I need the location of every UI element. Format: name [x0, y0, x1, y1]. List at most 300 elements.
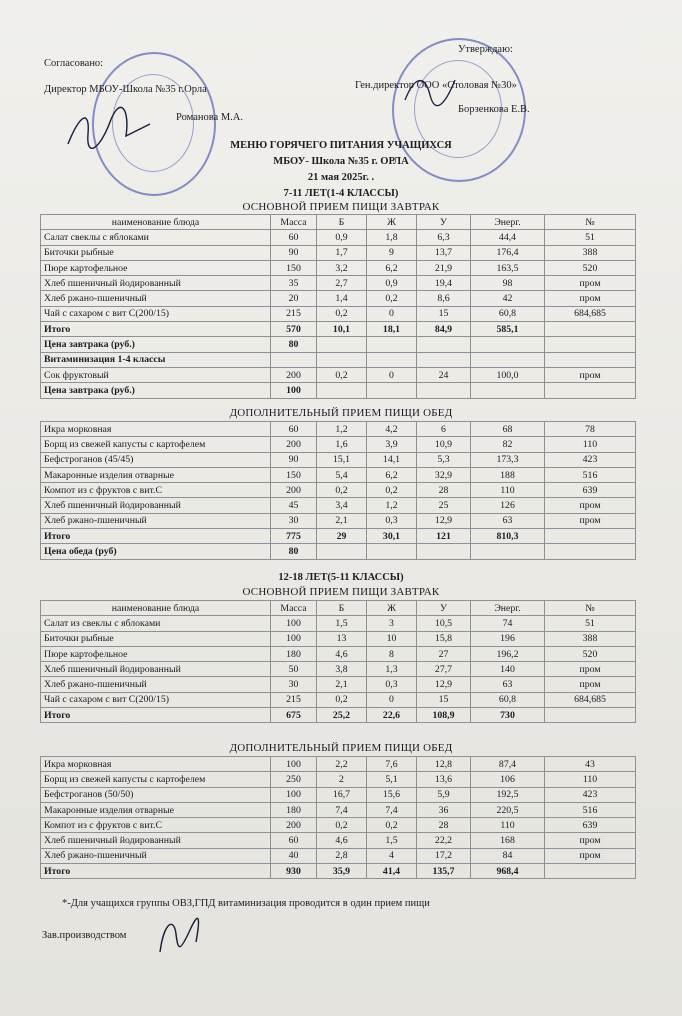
energy-cell: 106 [471, 772, 545, 787]
breakfast-table-senior [40, 600, 636, 723]
protein-cell: 2,2 [317, 757, 367, 772]
protein-cell: 1,4 [317, 291, 367, 306]
dish-name-cell: Хлеб ржано-пшеничный [41, 677, 271, 692]
carbs-cell: 13,6 [417, 772, 471, 787]
protein-cell: 4,6 [317, 833, 367, 848]
protein-cell: 0,2 [317, 692, 367, 707]
energy-cell: 74 [471, 616, 545, 631]
recipe-no-cell [545, 337, 636, 352]
fat-cell: 1,3 [367, 662, 417, 677]
fat-cell [367, 352, 417, 367]
mass-cell: 675 [271, 708, 317, 723]
energy-cell: 188 [471, 467, 545, 482]
energy-cell: 810,3 [471, 529, 545, 544]
dish-name-cell: Хлеб пшеничный йодированный [41, 833, 271, 848]
carbs-cell: 21,9 [417, 260, 471, 275]
table-row [41, 306, 636, 321]
footnote: *-Для учащихся группы ОВЗ,ГПД витаминизация проводится в один прием пищи [62, 898, 430, 909]
energy-cell: 126 [471, 498, 545, 513]
mass-cell: 45 [271, 498, 317, 513]
recipe-no-cell: 639 [545, 818, 636, 833]
table-row [41, 337, 636, 352]
col-energy: Энерг. [471, 215, 545, 230]
energy-cell: 110 [471, 483, 545, 498]
fat-cell: 1,8 [367, 230, 417, 245]
table-row [41, 848, 636, 863]
carbs-cell: 19,4 [417, 276, 471, 291]
breakfast-table-junior [40, 214, 636, 399]
carbs-cell: 135,7 [417, 864, 471, 879]
carbs-cell: 12,9 [417, 513, 471, 528]
energy-cell: 63 [471, 677, 545, 692]
mass-cell: 80 [271, 544, 317, 559]
energy-cell: 100,0 [471, 367, 545, 382]
dish-name-cell: Хлеб ржано-пшеничный [41, 291, 271, 306]
mass-cell: 50 [271, 662, 317, 677]
energy-cell: 68 [471, 422, 545, 437]
energy-cell: 173,3 [471, 452, 545, 467]
protein-cell: 5,4 [317, 467, 367, 482]
fat-cell: 0 [367, 367, 417, 382]
protein-cell: 2 [317, 772, 367, 787]
mass-cell [271, 352, 317, 367]
protein-cell: 0,9 [317, 230, 367, 245]
table-row [41, 757, 636, 772]
recipe-no-cell: 388 [545, 245, 636, 260]
carbs-cell: 27,7 [417, 662, 471, 677]
dish-name-cell: Итого [41, 864, 271, 879]
mass-cell: 250 [271, 772, 317, 787]
protein-cell: 2,7 [317, 276, 367, 291]
protein-cell [317, 544, 367, 559]
fat-cell: 41,4 [367, 864, 417, 879]
mass-cell: 200 [271, 818, 317, 833]
fat-cell: 0,2 [367, 818, 417, 833]
table-row [41, 616, 636, 631]
mass-cell: 150 [271, 467, 317, 482]
recipe-no-cell: 639 [545, 483, 636, 498]
dish-name-cell: Итого [41, 322, 271, 337]
fat-cell: 3,9 [367, 437, 417, 452]
fat-cell: 4 [367, 848, 417, 863]
table-row [41, 662, 636, 677]
mass-cell: 30 [271, 513, 317, 528]
recipe-no-cell: пром [545, 291, 636, 306]
mass-cell: 100 [271, 616, 317, 631]
protein-cell: 0,2 [317, 483, 367, 498]
fat-cell: 7,4 [367, 802, 417, 817]
age-group-1: 7-11 ЛЕТ(1-4 КЛАССЫ) [283, 188, 399, 199]
col-mass: Масса [271, 215, 317, 230]
age-group-2: 12-18 ЛЕТ(5-11 КЛАССЫ) [278, 572, 404, 583]
mass-cell: 570 [271, 322, 317, 337]
fat-cell: 7,6 [367, 757, 417, 772]
energy-cell: 196 [471, 631, 545, 646]
table-row [41, 802, 636, 817]
col-recipe-no: № [545, 601, 636, 616]
fat-cell: 0,2 [367, 483, 417, 498]
fat-cell: 8 [367, 646, 417, 661]
dish-name-cell: Икра морковная [41, 757, 271, 772]
dish-name-cell: Хлеб ржано-пшеничный [41, 848, 271, 863]
recipe-no-cell: 423 [545, 787, 636, 802]
table-row [41, 692, 636, 707]
mass-cell: 60 [271, 230, 317, 245]
dish-name-cell: Чай с сахаром с вит С(200/15) [41, 692, 271, 707]
fat-cell [367, 337, 417, 352]
fat-cell: 4,2 [367, 422, 417, 437]
footer-label: Зав.производством [42, 930, 127, 941]
dish-name-cell: Салат свеклы с яблоками [41, 230, 271, 245]
production-head-signature [150, 912, 210, 962]
dish-name-cell: Пюре картофельное [41, 260, 271, 275]
protein-cell: 2,1 [317, 513, 367, 528]
carbs-cell: 10,5 [417, 616, 471, 631]
fat-cell: 15,6 [367, 787, 417, 802]
dish-name-cell: Витаминизация 1-4 классы [41, 352, 271, 367]
table-row [41, 437, 636, 452]
dish-name-cell: Хлеб пшеничный йодированный [41, 498, 271, 513]
mass-cell: 100 [271, 631, 317, 646]
recipe-no-cell: пром [545, 662, 636, 677]
recipe-no-cell: пром [545, 677, 636, 692]
recipe-no-cell: пром [545, 833, 636, 848]
recipe-no-cell: 684,685 [545, 306, 636, 321]
breakfast-heading-2: ОСНОВНОЙ ПРИЕМ ПИЩИ ЗАВТРАК [242, 586, 440, 598]
recipe-no-cell [545, 352, 636, 367]
energy-cell: 60,8 [471, 692, 545, 707]
carbs-cell: 28 [417, 483, 471, 498]
carbs-cell: 15,8 [417, 631, 471, 646]
protein-cell: 1,7 [317, 245, 367, 260]
table-row [41, 260, 636, 275]
table-row [41, 646, 636, 661]
dish-name-cell: Цена завтрака (руб.) [41, 337, 271, 352]
protein-cell: 4,6 [317, 646, 367, 661]
recipe-no-cell [545, 529, 636, 544]
mass-cell: 100 [271, 787, 317, 802]
lunch-heading-2: ДОПОЛНИТЕЛЬНЫЙ ПРИЕМ ПИЩИ ОБЕД [229, 742, 453, 754]
table-row [41, 422, 636, 437]
protein-cell: 29 [317, 529, 367, 544]
energy-cell: 84 [471, 848, 545, 863]
recipe-no-cell [545, 708, 636, 723]
energy-cell: 63 [471, 513, 545, 528]
protein-cell: 3,8 [317, 662, 367, 677]
fat-cell: 10 [367, 631, 417, 646]
carbs-cell: 27 [417, 646, 471, 661]
protein-cell: 2,1 [317, 677, 367, 692]
protein-cell: 25,2 [317, 708, 367, 723]
mass-cell: 60 [271, 833, 317, 848]
energy-cell [471, 383, 545, 398]
lunch-heading-1: ДОПОЛНИТЕЛЬНЫЙ ПРИЕМ ПИЩИ ОБЕД [229, 407, 453, 419]
carbs-cell [417, 544, 471, 559]
carbs-cell: 6 [417, 422, 471, 437]
energy-cell: 44,4 [471, 230, 545, 245]
dish-name-cell: Биточки рыбные [41, 631, 271, 646]
carbs-cell [417, 383, 471, 398]
mass-cell: 180 [271, 802, 317, 817]
carbs-cell: 24 [417, 367, 471, 382]
recipe-no-cell: 51 [545, 230, 636, 245]
col-carb: У [417, 215, 471, 230]
fat-cell: 0,3 [367, 513, 417, 528]
energy-cell: 163,5 [471, 260, 545, 275]
energy-cell: 196,2 [471, 646, 545, 661]
dish-name-cell: Компот из с фруктов с вит.С [41, 483, 271, 498]
carbs-cell: 15 [417, 306, 471, 321]
recipe-no-cell: 520 [545, 260, 636, 275]
lunch-table-junior [40, 421, 636, 560]
fat-cell: 22,6 [367, 708, 417, 723]
table-row [41, 367, 636, 382]
energy-cell: 730 [471, 708, 545, 723]
protein-cell: 0,2 [317, 306, 367, 321]
carbs-cell: 121 [417, 529, 471, 544]
recipe-no-cell: 43 [545, 757, 636, 772]
recipe-no-cell: 388 [545, 631, 636, 646]
protein-cell: 1,2 [317, 422, 367, 437]
recipe-no-cell: пром [545, 848, 636, 863]
energy-cell: 192,5 [471, 787, 545, 802]
protein-cell: 10,1 [317, 322, 367, 337]
table-row [41, 833, 636, 848]
table-row [41, 677, 636, 692]
energy-cell: 220,5 [471, 802, 545, 817]
recipe-no-cell: 520 [545, 646, 636, 661]
protein-cell: 3,2 [317, 260, 367, 275]
recipe-no-cell: 423 [545, 452, 636, 467]
energy-cell [471, 352, 545, 367]
mass-cell: 90 [271, 452, 317, 467]
mass-cell: 215 [271, 306, 317, 321]
table-row [41, 513, 636, 528]
mass-cell: 60 [271, 422, 317, 437]
carbs-cell: 12,8 [417, 757, 471, 772]
dish-name-cell: Бефстроганов (45/45) [41, 452, 271, 467]
mass-cell: 930 [271, 864, 317, 879]
director-name: Романова М.А. [176, 112, 244, 123]
dish-name-cell: Хлеб пшеничный йодированный [41, 276, 271, 291]
table-row [41, 818, 636, 833]
energy-cell: 585,1 [471, 322, 545, 337]
mass-cell: 200 [271, 437, 317, 452]
carbs-cell: 5,9 [417, 787, 471, 802]
table-row [41, 483, 636, 498]
table-row [41, 352, 636, 367]
col-energy: Энерг. [471, 601, 545, 616]
fat-cell: 1,2 [367, 498, 417, 513]
table-row [41, 452, 636, 467]
dish-name-cell: Макаронные изделия отварные [41, 467, 271, 482]
fat-cell: 18,1 [367, 322, 417, 337]
mass-cell: 80 [271, 337, 317, 352]
recipe-no-cell [545, 864, 636, 879]
carbs-cell: 17,2 [417, 848, 471, 863]
dish-name-cell: Борщ из свежей капусты с картофелем [41, 772, 271, 787]
table-row [41, 276, 636, 291]
energy-cell: 176,4 [471, 245, 545, 260]
dish-name-cell: Сок фруктовый [41, 367, 271, 382]
carbs-cell: 12,9 [417, 677, 471, 692]
recipe-no-cell: 516 [545, 802, 636, 817]
protein-cell [317, 383, 367, 398]
gen-director-label: Ген.директор ООО «Столовая №30» [355, 80, 517, 91]
energy-cell: 42 [471, 291, 545, 306]
table-row [41, 544, 636, 559]
fat-cell: 14,1 [367, 452, 417, 467]
mass-cell: 90 [271, 245, 317, 260]
col-protein: Б [317, 601, 367, 616]
recipe-no-cell [545, 544, 636, 559]
recipe-no-cell: пром [545, 498, 636, 513]
dish-name-cell: Итого [41, 529, 271, 544]
fat-cell: 0 [367, 692, 417, 707]
recipe-no-cell: 110 [545, 772, 636, 787]
energy-cell: 87,4 [471, 757, 545, 772]
recipe-no-cell: пром [545, 276, 636, 291]
dish-name-cell: Хлеб пшеничный йодированный [41, 662, 271, 677]
carbs-cell: 84,9 [417, 322, 471, 337]
mass-cell: 35 [271, 276, 317, 291]
mass-cell: 40 [271, 848, 317, 863]
energy-cell: 60,8 [471, 306, 545, 321]
school-title: МБОУ- Школа №35 г. ОРЛА [273, 156, 409, 167]
dish-name-cell: Борщ из свежей капусты с картофелем [41, 437, 271, 452]
fat-cell: 0,2 [367, 291, 417, 306]
protein-cell: 7,4 [317, 802, 367, 817]
mass-cell: 150 [271, 260, 317, 275]
col-fat: Ж [367, 601, 417, 616]
col-fat: Ж [367, 215, 417, 230]
energy-cell: 82 [471, 437, 545, 452]
dish-name-cell: Макаронные изделия отварные [41, 802, 271, 817]
col-name: наименование блюда [41, 215, 271, 230]
mass-cell: 200 [271, 483, 317, 498]
carbs-cell [417, 337, 471, 352]
recipe-no-cell: 516 [545, 467, 636, 482]
protein-cell: 0,2 [317, 818, 367, 833]
breakfast-heading-1: ОСНОВНОЙ ПРИЕМ ПИЩИ ЗАВТРАК [242, 201, 440, 213]
energy-cell: 168 [471, 833, 545, 848]
agreed-label: Согласовано: [44, 58, 104, 69]
director-label: Директор МБОУ-Школа №35 г.Орла [44, 84, 207, 95]
protein-cell: 1,6 [317, 437, 367, 452]
carbs-cell: 28 [417, 818, 471, 833]
col-name: наименование блюда [41, 601, 271, 616]
mass-cell: 100 [271, 757, 317, 772]
mass-cell: 100 [271, 383, 317, 398]
menu-title: МЕНЮ ГОРЯЧЕГО ПИТАНИЯ УЧАЩИХСЯ [230, 140, 452, 151]
dish-name-cell: Салат из свеклы с яблоками [41, 616, 271, 631]
table-row [41, 864, 636, 879]
protein-cell: 2,8 [317, 848, 367, 863]
protein-cell: 3,4 [317, 498, 367, 513]
energy-cell: 968,4 [471, 864, 545, 879]
table-row [41, 383, 636, 398]
gen-director-name: Борзенкова Е.В. [458, 104, 530, 115]
energy-cell: 140 [471, 662, 545, 677]
recipe-no-cell [545, 322, 636, 337]
protein-cell: 15,1 [317, 452, 367, 467]
col-carb: У [417, 601, 471, 616]
fat-cell: 5,1 [367, 772, 417, 787]
carbs-cell: 6,3 [417, 230, 471, 245]
carbs-cell [417, 352, 471, 367]
fat-cell [367, 544, 417, 559]
protein-cell: 16,7 [317, 787, 367, 802]
dish-name-cell: Хлеб ржано-пшеничный [41, 513, 271, 528]
menu-date: 21 мая 2025г. . [307, 172, 375, 183]
carbs-cell: 32,9 [417, 467, 471, 482]
dish-name-cell: Бефстроганов (50/50) [41, 787, 271, 802]
recipe-no-cell: 684,685 [545, 692, 636, 707]
energy-cell: 110 [471, 818, 545, 833]
dish-name-cell: Цена обеда (руб) [41, 544, 271, 559]
dish-name-cell: Пюре картофельное [41, 646, 271, 661]
carbs-cell: 25 [417, 498, 471, 513]
mass-cell: 200 [271, 367, 317, 382]
protein-cell: 13 [317, 631, 367, 646]
table-row [41, 291, 636, 306]
gen-director-signature [400, 70, 470, 110]
fat-cell: 0,3 [367, 677, 417, 692]
recipe-no-cell: 78 [545, 422, 636, 437]
table-row [41, 529, 636, 544]
table-row [41, 787, 636, 802]
protein-cell: 1,5 [317, 616, 367, 631]
energy-cell [471, 337, 545, 352]
fat-cell: 6,2 [367, 467, 417, 482]
protein-cell: 0,2 [317, 367, 367, 382]
table-row [41, 245, 636, 260]
table-row [41, 322, 636, 337]
fat-cell: 0,9 [367, 276, 417, 291]
mass-cell: 180 [271, 646, 317, 661]
dish-name-cell: Биточки рыбные [41, 245, 271, 260]
mass-cell: 215 [271, 692, 317, 707]
dish-name-cell: Икра морковная [41, 422, 271, 437]
table-header-row [41, 601, 636, 616]
dish-name-cell: Компот из с фруктов с вит.С [41, 818, 271, 833]
protein-cell: 35,9 [317, 864, 367, 879]
lunch-table-senior [40, 756, 636, 879]
table-row [41, 631, 636, 646]
carbs-cell: 8,6 [417, 291, 471, 306]
protein-cell [317, 337, 367, 352]
recipe-no-cell: 51 [545, 616, 636, 631]
carbs-cell: 15 [417, 692, 471, 707]
fat-cell [367, 383, 417, 398]
table-row [41, 772, 636, 787]
table-row [41, 467, 636, 482]
approve-label: Утверждаю: [458, 44, 513, 55]
col-mass: Масса [271, 601, 317, 616]
protein-cell [317, 352, 367, 367]
mass-cell: 20 [271, 291, 317, 306]
carbs-cell: 5,3 [417, 452, 471, 467]
table-header-row [41, 215, 636, 230]
fat-cell: 0 [367, 306, 417, 321]
fat-cell: 9 [367, 245, 417, 260]
fat-cell: 1,5 [367, 833, 417, 848]
carbs-cell: 10,9 [417, 437, 471, 452]
fat-cell: 3 [367, 616, 417, 631]
recipe-no-cell: пром [545, 367, 636, 382]
col-recipe-no: № [545, 215, 636, 230]
table-row [41, 708, 636, 723]
